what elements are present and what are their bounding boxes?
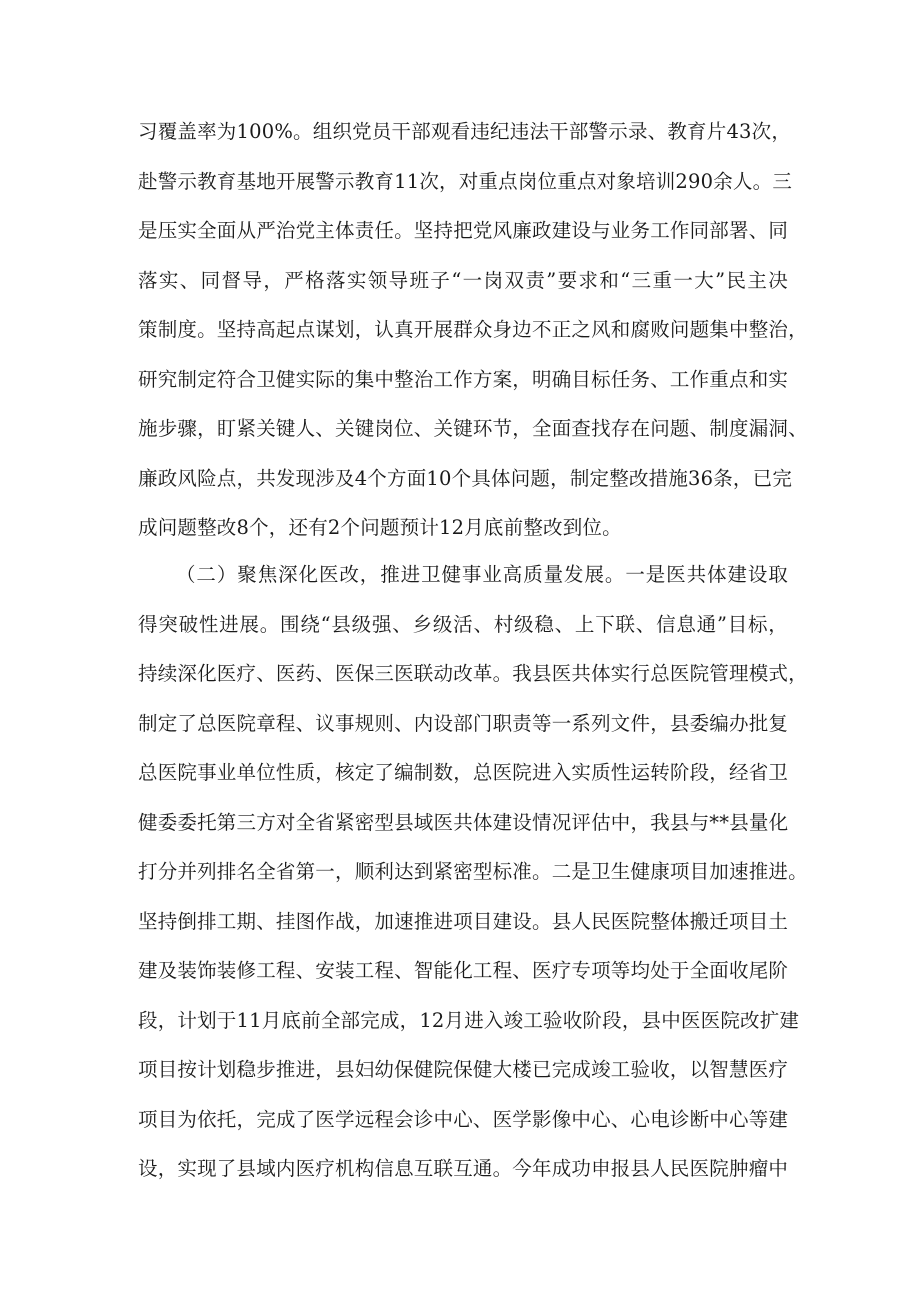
text-line: 得突破性进展。围绕“县级强、乡级活、村级稳、上下联、信息通”目标， [138, 612, 788, 636]
paragraph-medical-reform [138, 550, 808, 1194]
text-line: 持续深化医疗、医药、医保三医联动改革。我县医共体实行总医院管理模式， [138, 662, 808, 685]
text-line: 廉政风险点，共发现涉及4个方面10个具体问题，制定整改措施36条，已完 [138, 466, 793, 490]
text-line: 施步骤，盯紧关键人、关键岗位、关键环节，全面查找存在问题、制度漏洞、 [138, 417, 808, 440]
section-heading-line: （二）聚焦深化医改，推进卫健事业高质量发展。一是医共体建设取 [176, 563, 788, 586]
text-line: 项目按计划稳步推进，县妇幼保健院保健大楼已完成竣工验收，以智慧医疗 [138, 1058, 789, 1081]
text-line: 段，计划于11月底前全部完成，12月进入竣工验收阶段，县中医医院改扩建 [138, 1008, 800, 1032]
text-line: 建及装饰装修工程、安装工程、智能化工程、医疗专项等均处于全面收尾阶 [138, 959, 789, 982]
text-line: 制定了总医院章程、议事规则、内设部门职责等一系列文件，县委编办批复 [138, 711, 789, 735]
text-line: 项目为依托，完成了医学远程会诊中心、医学影像中心、心电诊断中心等建 [138, 1107, 789, 1131]
text-line: 落实、同督导，严格落实领导班子“一岗双责”要求和“三重一大”民主决 [138, 268, 788, 292]
text-line: 是压实全面从严治党主体责任。坚持把党风廉政建设与业务工作同部署、同 [138, 219, 789, 242]
text-line: 研究制定符合卫健实际的集中整治工作方案，明确目标任务、工作重点和实 [138, 367, 789, 391]
text-line: 成问题整改8个，还有2个问题预计12月底前整改到位。 [138, 516, 622, 539]
text-line: 赴警示教育基地开展警示教育11次，对重点岗位重点对象培训290余人。三 [138, 169, 793, 193]
text-line: 策制度。坚持高起点谋划，认真开展群众身边不正之风和腐败问题集中整治， [138, 318, 808, 341]
text-line: 设，实现了县域内医疗机构信息互联互通。今年成功申报县人民医院肿瘤中 [138, 1157, 789, 1180]
paragraph-discipline [138, 107, 808, 553]
text-line: 健委委托第三方对全省紧密型县域医共体建设情况评估中，我县与**县量化 [138, 810, 789, 834]
text-line: 打分并列排名全省第一，顺利达到紧密型标准。二是卫生健康项目加速推进。 [138, 860, 808, 883]
text-line: 坚持倒排工期、挂图作战，加速推进项目建设。县人民医院整体搬迁项目土 [138, 909, 789, 933]
text-line: 习覆盖率为100%。组织党员干部观看违纪违法干部警示录、教育片43次， [138, 120, 792, 143]
text-line: 总医院事业单位性质，核定了编制数，总医院进入实质性运转阶段，经省卫 [138, 761, 789, 784]
